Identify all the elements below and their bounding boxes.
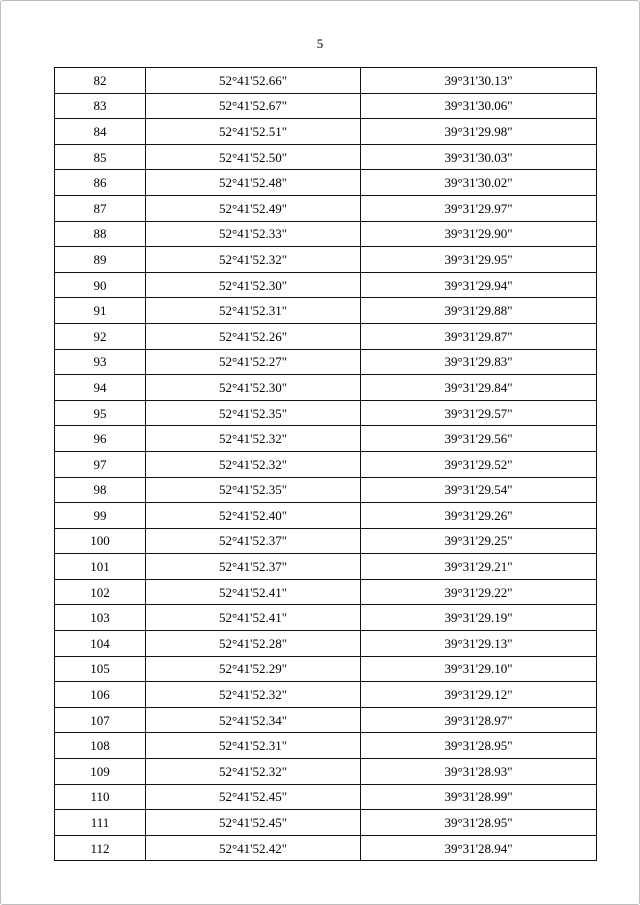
point-number-cell: 85 xyxy=(55,144,146,170)
table-row xyxy=(55,784,597,810)
table-row xyxy=(55,93,597,119)
point-number-cell: 97 xyxy=(55,451,146,477)
longitude-cell: 39°31'28.99" xyxy=(361,784,597,810)
longitude-cell: 39°31'29.26" xyxy=(361,503,597,529)
point-number-cell: 110 xyxy=(55,784,146,810)
longitude-cell: 39°31'30.03" xyxy=(361,144,597,170)
latitude-cell: 52°41'52.67" xyxy=(146,93,361,119)
longitude-cell: 39°31'28.93" xyxy=(361,759,597,785)
longitude-cell: 39°31'29.88" xyxy=(361,298,597,324)
coordinates-table-body xyxy=(55,68,597,861)
point-number-cell: 112 xyxy=(55,835,146,861)
longitude-cell: 39°31'29.90" xyxy=(361,221,597,247)
point-number-cell: 102 xyxy=(55,579,146,605)
point-number-cell: 99 xyxy=(55,503,146,529)
table-row xyxy=(55,835,597,861)
table-row xyxy=(55,170,597,196)
table-row xyxy=(55,579,597,605)
point-number-cell: 105 xyxy=(55,656,146,682)
latitude-cell: 52°41'52.32" xyxy=(146,759,361,785)
point-number-cell: 101 xyxy=(55,554,146,580)
point-number-cell: 106 xyxy=(55,682,146,708)
longitude-cell: 39°31'28.95" xyxy=(361,733,597,759)
point-number-cell: 88 xyxy=(55,221,146,247)
longitude-cell: 39°31'30.06" xyxy=(361,93,597,119)
latitude-cell: 52°41'52.45" xyxy=(146,810,361,836)
point-number-cell: 83 xyxy=(55,93,146,119)
latitude-cell: 52°41'52.48" xyxy=(146,170,361,196)
point-number-cell: 98 xyxy=(55,477,146,503)
table-row xyxy=(55,477,597,503)
longitude-cell: 39°31'29.52" xyxy=(361,451,597,477)
latitude-cell: 52°41'52.32" xyxy=(146,682,361,708)
latitude-cell: 52°41'52.33" xyxy=(146,221,361,247)
longitude-cell: 39°31'29.83" xyxy=(361,349,597,375)
latitude-cell: 52°41'52.37" xyxy=(146,554,361,580)
table-row xyxy=(55,810,597,836)
latitude-cell: 52°41'52.29" xyxy=(146,656,361,682)
latitude-cell: 52°41'52.32" xyxy=(146,451,361,477)
table-row xyxy=(55,426,597,452)
point-number-cell: 89 xyxy=(55,247,146,273)
table-row xyxy=(55,528,597,554)
longitude-cell: 39°31'29.54" xyxy=(361,477,597,503)
point-number-cell: 84 xyxy=(55,119,146,145)
latitude-cell: 52°41'52.26" xyxy=(146,323,361,349)
table-row xyxy=(55,400,597,426)
table-row xyxy=(55,144,597,170)
table-row xyxy=(55,707,597,733)
longitude-cell: 39°31'29.12" xyxy=(361,682,597,708)
longitude-cell: 39°31'29.98" xyxy=(361,119,597,145)
longitude-cell: 39°31'28.94" xyxy=(361,835,597,861)
point-number-cell: 90 xyxy=(55,272,146,298)
longitude-cell: 39°31'29.22" xyxy=(361,579,597,605)
latitude-cell: 52°41'52.41" xyxy=(146,579,361,605)
longitude-cell: 39°31'29.21" xyxy=(361,554,597,580)
longitude-cell: 39°31'28.97" xyxy=(361,707,597,733)
table-row xyxy=(55,195,597,221)
latitude-cell: 52°41'52.51" xyxy=(146,119,361,145)
latitude-cell: 52°41'52.50" xyxy=(146,144,361,170)
latitude-cell: 52°41'52.40" xyxy=(146,503,361,529)
point-number-cell: 108 xyxy=(55,733,146,759)
table-row xyxy=(55,119,597,145)
table-row xyxy=(55,605,597,631)
point-number-cell: 107 xyxy=(55,707,146,733)
longitude-cell: 39°31'29.57" xyxy=(361,400,597,426)
table-row xyxy=(55,375,597,401)
table-row xyxy=(55,733,597,759)
latitude-cell: 52°41'52.31" xyxy=(146,733,361,759)
longitude-cell: 39°31'29.25" xyxy=(361,528,597,554)
latitude-cell: 52°41'52.31" xyxy=(146,298,361,324)
point-number-cell: 104 xyxy=(55,631,146,657)
point-number-cell: 111 xyxy=(55,810,146,836)
point-number-cell: 95 xyxy=(55,400,146,426)
point-number-cell: 100 xyxy=(55,528,146,554)
latitude-cell: 52°41'52.42" xyxy=(146,835,361,861)
point-number-cell: 82 xyxy=(55,68,146,94)
longitude-cell: 39°31'29.10" xyxy=(361,656,597,682)
table-row xyxy=(55,323,597,349)
point-number-cell: 93 xyxy=(55,349,146,375)
table-row xyxy=(55,221,597,247)
table-row xyxy=(55,68,597,94)
point-number-cell: 91 xyxy=(55,298,146,324)
latitude-cell: 52°41'52.41" xyxy=(146,605,361,631)
table-row xyxy=(55,759,597,785)
latitude-cell: 52°41'52.30" xyxy=(146,272,361,298)
longitude-cell: 39°31'30.13" xyxy=(361,68,597,94)
coordinates-table xyxy=(54,67,597,861)
longitude-cell: 39°31'29.13" xyxy=(361,631,597,657)
point-number-cell: 86 xyxy=(55,170,146,196)
point-number-cell: 103 xyxy=(55,605,146,631)
point-number-cell: 94 xyxy=(55,375,146,401)
table-row xyxy=(55,451,597,477)
table-row xyxy=(55,247,597,273)
longitude-cell: 39°31'29.97" xyxy=(361,195,597,221)
table-row xyxy=(55,349,597,375)
longitude-cell: 39°31'29.19" xyxy=(361,605,597,631)
latitude-cell: 52°41'52.37" xyxy=(146,528,361,554)
longitude-cell: 39°31'29.95" xyxy=(361,247,597,273)
point-number-cell: 92 xyxy=(55,323,146,349)
longitude-cell: 39°31'29.84" xyxy=(361,375,597,401)
latitude-cell: 52°41'52.34" xyxy=(146,707,361,733)
table-row xyxy=(55,503,597,529)
table-row xyxy=(55,298,597,324)
point-number-cell: 109 xyxy=(55,759,146,785)
latitude-cell: 52°41'52.66" xyxy=(146,68,361,94)
latitude-cell: 52°41'52.27" xyxy=(146,349,361,375)
latitude-cell: 52°41'52.32" xyxy=(146,247,361,273)
longitude-cell: 39°31'29.56" xyxy=(361,426,597,452)
table-row xyxy=(55,631,597,657)
table-row xyxy=(55,656,597,682)
latitude-cell: 52°41'52.30" xyxy=(146,375,361,401)
table-row xyxy=(55,272,597,298)
latitude-cell: 52°41'52.45" xyxy=(146,784,361,810)
table-row xyxy=(55,554,597,580)
longitude-cell: 39°31'29.87" xyxy=(361,323,597,349)
longitude-cell: 39°31'28.95" xyxy=(361,810,597,836)
point-number-cell: 87 xyxy=(55,195,146,221)
latitude-cell: 52°41'52.28" xyxy=(146,631,361,657)
latitude-cell: 52°41'52.32" xyxy=(146,426,361,452)
page-number: 5 xyxy=(316,36,324,51)
longitude-cell: 39°31'29.94" xyxy=(361,272,597,298)
latitude-cell: 52°41'52.35" xyxy=(146,400,361,426)
point-number-cell: 96 xyxy=(55,426,146,452)
latitude-cell: 52°41'52.49" xyxy=(146,195,361,221)
longitude-cell: 39°31'30.02" xyxy=(361,170,597,196)
latitude-cell: 52°41'52.35" xyxy=(146,477,361,503)
table-row xyxy=(55,682,597,708)
